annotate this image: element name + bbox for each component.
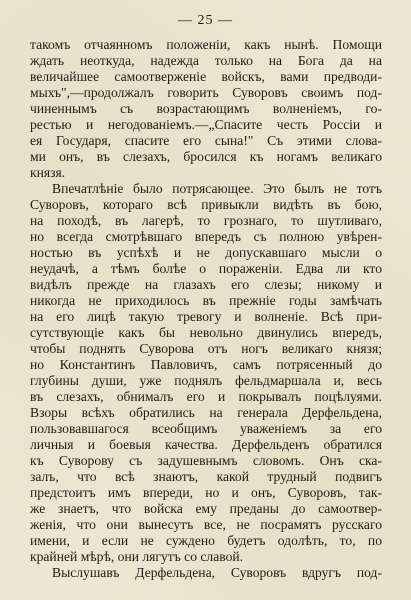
text-line: мыхъ",—продолжалъ говорить Суворовъ своимъ под- (30, 85, 382, 100)
text-line: на походѣ, въ лагерѣ, то грознаго, то шутливаго, (30, 213, 382, 228)
text-line: Взоры всѣхъ обратились на генерала Дерфельдена, (30, 405, 382, 420)
text-line: ми онъ, въ слезахъ, бросился къ ногамъ великаго (30, 149, 382, 164)
text-line: имени, и если не суждено будетъ одолѣть, то, по (30, 533, 382, 548)
text-line: никогда не приходилось въ прежніе годы замѣчать (30, 293, 382, 308)
text-line: залъ, что всѣ знаютъ, какой трудный подвигъ (30, 469, 382, 484)
text-line: князя. (30, 165, 66, 180)
text-line: глубины души, уже поднялъ фельдмаршала и, весь (30, 373, 382, 388)
text-line: же знаетъ, что войска ему преданы до самоотвер- (30, 501, 382, 516)
text-line: Суворовъ, котораго всѣ привыкли видѣть въ бою, (30, 197, 382, 212)
text-line: на его лицѣ такую тревогу и волненіе. Всѣ при- (30, 309, 382, 324)
body-text (30, 37, 382, 581)
text-line: чтобы поднять Суворова отъ ногъ великаго князя; (30, 341, 382, 356)
text-line: такомъ отчаянномъ положеніи, какъ нынѣ. Помощи (30, 37, 382, 52)
text-line: женія, что они вынесутъ все, не посрамятъ русскаго (30, 517, 382, 532)
text-line: въ слезахъ, обнималъ его и покрывалъ поцѣлуями. (30, 389, 382, 404)
text-line: видѣлъ прежде на глазахъ его слезы; никому и (30, 277, 382, 292)
text-line: пользовавшагося всеобщимъ уваженіемъ за его (30, 421, 382, 436)
text-line: но Константинъ Павловичъ, самъ потрясенный до (30, 357, 382, 372)
text-line: но всегда смотрѣвшаго впередъ съ полною увѣрен- (30, 229, 382, 244)
text-line: предстоитъ имъ впереди, но и онъ, Суворовъ, так- (30, 485, 382, 500)
text-line: крайней мѣрѣ, они лягутъ со славой. (30, 549, 244, 564)
text-line: рестью и негодованіемъ.—„Спасите честь Россіи и (30, 117, 382, 132)
text-line: ждать неоткуда, надежда только на Бога да на (30, 53, 382, 68)
text-line: личныя и боевыя качества. Дерфельденъ обратился (30, 437, 382, 452)
page-number: — 25 — (178, 13, 233, 28)
text-line: къ Суворову съ задушевнымъ словомъ. Онъ ска- (30, 453, 382, 468)
text-line: Впечатлѣніе было потрясающее. Это былъ не тотъ (52, 181, 382, 196)
text-line: ностью въ успѣхѣ и не допускавшаго мысли о (30, 245, 382, 260)
text-line: величайшее самоотверженіе войскъ, вами предводи- (30, 69, 382, 84)
text-line: Выслушавъ Дерфельдена, Суворовъ вдругъ под- (52, 565, 382, 580)
text-line: неудачѣ, а тѣмъ болѣе о пораженіи. Едва ли кто (30, 261, 382, 276)
text-line: сутствующіе какъ бы невольно двинулись впередъ, (30, 325, 382, 340)
text-line: чиненнымъ съ возрастающимъ волненіемъ, го- (30, 101, 382, 116)
text-line: ея Государя, спасите его сына!" Съ этими слова- (30, 133, 382, 148)
